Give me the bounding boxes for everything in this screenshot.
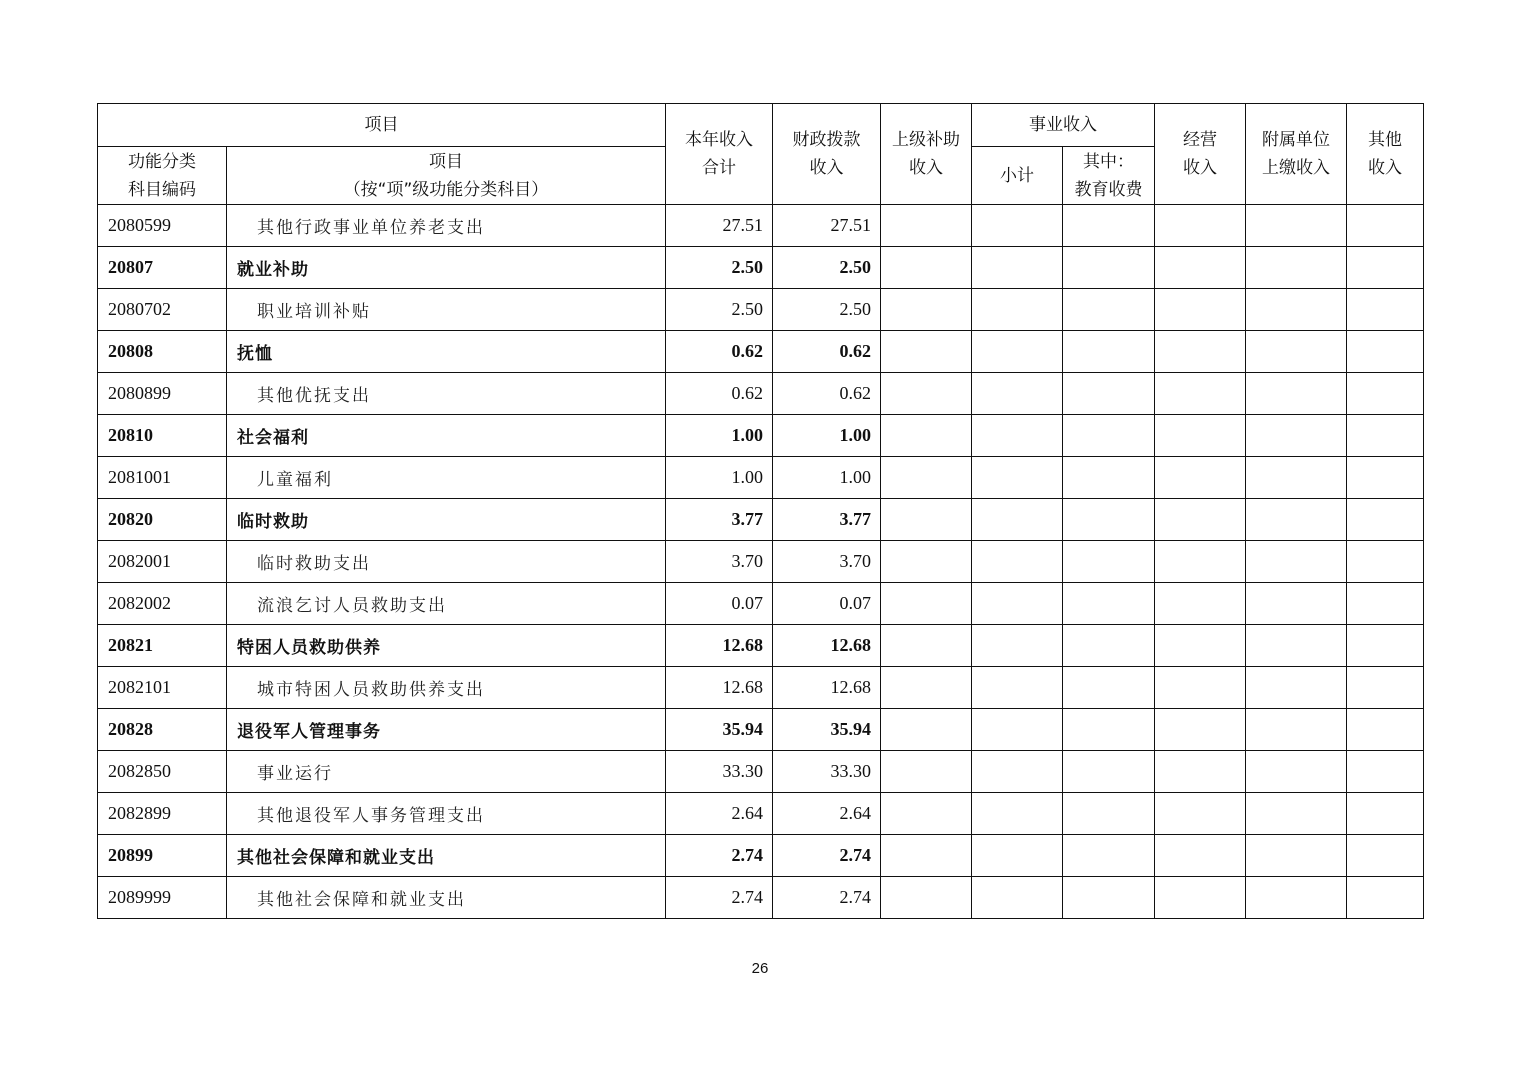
row-fiscal: 0.07 xyxy=(773,583,881,625)
row-name: 城市特困人员救助供养支出 xyxy=(227,667,666,709)
row-operating xyxy=(1155,835,1246,877)
row-operating xyxy=(1155,793,1246,835)
table-row xyxy=(98,793,1424,835)
row-affiliate xyxy=(1246,331,1347,373)
table-row xyxy=(98,709,1424,751)
row-name: 就业补助 xyxy=(227,247,666,289)
row-subtotal xyxy=(972,205,1063,247)
table-row xyxy=(98,835,1424,877)
row-fiscal: 12.68 xyxy=(773,667,881,709)
row-subtotal xyxy=(972,793,1063,835)
row-subtotal xyxy=(972,289,1063,331)
row-subtotal xyxy=(972,499,1063,541)
table-row xyxy=(98,667,1424,709)
row-upper xyxy=(881,247,972,289)
row-edu xyxy=(1063,457,1155,499)
row-code: 2081001 xyxy=(98,457,227,499)
row-code: 20808 xyxy=(98,331,227,373)
row-operating xyxy=(1155,499,1246,541)
row-code: 20899 xyxy=(98,835,227,877)
row-operating xyxy=(1155,583,1246,625)
row-other xyxy=(1347,835,1424,877)
row-affiliate xyxy=(1246,583,1347,625)
header-business: 事业收入 xyxy=(972,104,1155,147)
row-operating xyxy=(1155,625,1246,667)
row-total: 2.50 xyxy=(666,247,773,289)
row-total: 3.70 xyxy=(666,541,773,583)
row-name: 职业培训补贴 xyxy=(227,289,666,331)
row-affiliate xyxy=(1246,667,1347,709)
row-affiliate xyxy=(1246,709,1347,751)
header-fiscal: 财政拨款 收入 xyxy=(773,104,881,205)
row-fiscal: 3.77 xyxy=(773,499,881,541)
row-operating xyxy=(1155,541,1246,583)
header-operating: 经营 收入 xyxy=(1155,104,1246,205)
row-name: 抚恤 xyxy=(227,331,666,373)
row-affiliate xyxy=(1246,793,1347,835)
row-subtotal xyxy=(972,415,1063,457)
table-row xyxy=(98,499,1424,541)
row-subtotal xyxy=(972,709,1063,751)
row-name: 临时救助支出 xyxy=(227,541,666,583)
row-affiliate xyxy=(1246,499,1347,541)
header-name: 项目 （按“项”级功能分类科目） xyxy=(227,147,666,205)
row-other xyxy=(1347,709,1424,751)
row-fiscal: 3.70 xyxy=(773,541,881,583)
row-upper xyxy=(881,457,972,499)
row-total: 12.68 xyxy=(666,625,773,667)
row-fiscal: 33.30 xyxy=(773,751,881,793)
row-name: 事业运行 xyxy=(227,751,666,793)
row-total: 1.00 xyxy=(666,415,773,457)
row-upper xyxy=(881,415,972,457)
row-edu xyxy=(1063,835,1155,877)
row-subtotal xyxy=(972,877,1063,919)
row-edu xyxy=(1063,751,1155,793)
row-fiscal: 2.50 xyxy=(773,247,881,289)
row-upper xyxy=(881,751,972,793)
row-edu xyxy=(1063,667,1155,709)
row-total: 2.50 xyxy=(666,289,773,331)
row-upper xyxy=(881,877,972,919)
row-code: 2082101 xyxy=(98,667,227,709)
header-total: 本年收入 合计 xyxy=(666,104,773,205)
row-upper xyxy=(881,793,972,835)
header-subtotal: 小计 xyxy=(972,147,1063,205)
row-edu xyxy=(1063,247,1155,289)
row-name: 其他社会保障和就业支出 xyxy=(227,877,666,919)
row-upper xyxy=(881,289,972,331)
header-other: 其他 收入 xyxy=(1347,104,1424,205)
row-code: 2082899 xyxy=(98,793,227,835)
row-fiscal: 0.62 xyxy=(773,331,881,373)
row-code: 2082001 xyxy=(98,541,227,583)
row-code: 2080702 xyxy=(98,289,227,331)
row-name: 其他社会保障和就业支出 xyxy=(227,835,666,877)
table-row xyxy=(98,625,1424,667)
row-upper xyxy=(881,667,972,709)
table-row xyxy=(98,877,1424,919)
row-name: 社会福利 xyxy=(227,415,666,457)
row-name: 其他退役军人事务管理支出 xyxy=(227,793,666,835)
row-code: 2080599 xyxy=(98,205,227,247)
header-code: 功能分类 科目编码 xyxy=(98,147,227,205)
row-operating xyxy=(1155,373,1246,415)
row-upper xyxy=(881,625,972,667)
row-edu xyxy=(1063,583,1155,625)
row-affiliate xyxy=(1246,289,1347,331)
row-name: 其他行政事业单位养老支出 xyxy=(227,205,666,247)
row-fiscal: 0.62 xyxy=(773,373,881,415)
header-affiliate: 附属单位 上缴收入 xyxy=(1246,104,1347,205)
row-affiliate xyxy=(1246,457,1347,499)
row-total: 2.64 xyxy=(666,793,773,835)
row-edu xyxy=(1063,373,1155,415)
row-other xyxy=(1347,667,1424,709)
row-total: 27.51 xyxy=(666,205,773,247)
row-other xyxy=(1347,751,1424,793)
row-total: 0.07 xyxy=(666,583,773,625)
page-number: 26 xyxy=(751,960,769,977)
row-operating xyxy=(1155,667,1246,709)
row-fiscal: 2.74 xyxy=(773,877,881,919)
row-edu xyxy=(1063,415,1155,457)
row-affiliate xyxy=(1246,373,1347,415)
row-fiscal: 35.94 xyxy=(773,709,881,751)
row-subtotal xyxy=(972,457,1063,499)
row-edu xyxy=(1063,289,1155,331)
row-upper xyxy=(881,499,972,541)
header-upper: 上级补助 收入 xyxy=(881,104,972,205)
row-subtotal xyxy=(972,667,1063,709)
table-row xyxy=(98,751,1424,793)
row-other xyxy=(1347,499,1424,541)
row-total: 2.74 xyxy=(666,835,773,877)
row-other xyxy=(1347,793,1424,835)
row-edu xyxy=(1063,625,1155,667)
row-affiliate xyxy=(1246,205,1347,247)
header-edu: 其中： 教育收费 xyxy=(1063,147,1155,205)
row-other xyxy=(1347,583,1424,625)
row-fiscal: 2.74 xyxy=(773,835,881,877)
row-upper xyxy=(881,709,972,751)
row-operating xyxy=(1155,709,1246,751)
row-other xyxy=(1347,331,1424,373)
table-row xyxy=(98,247,1424,289)
row-affiliate xyxy=(1246,835,1347,877)
row-subtotal xyxy=(972,835,1063,877)
row-name: 临时救助 xyxy=(227,499,666,541)
row-fiscal: 27.51 xyxy=(773,205,881,247)
row-edu xyxy=(1063,541,1155,583)
row-subtotal xyxy=(972,541,1063,583)
row-code: 2089999 xyxy=(98,877,227,919)
row-subtotal xyxy=(972,583,1063,625)
row-subtotal xyxy=(972,373,1063,415)
table-row xyxy=(98,205,1424,247)
row-code: 2082850 xyxy=(98,751,227,793)
row-edu xyxy=(1063,709,1155,751)
table-header xyxy=(98,104,1424,205)
table-row xyxy=(98,457,1424,499)
row-operating xyxy=(1155,247,1246,289)
row-edu xyxy=(1063,205,1155,247)
row-code: 20810 xyxy=(98,415,227,457)
row-name: 其他优抚支出 xyxy=(227,373,666,415)
row-operating xyxy=(1155,331,1246,373)
row-total: 0.62 xyxy=(666,373,773,415)
row-affiliate xyxy=(1246,415,1347,457)
row-upper xyxy=(881,331,972,373)
row-upper xyxy=(881,373,972,415)
row-subtotal xyxy=(972,751,1063,793)
row-fiscal: 1.00 xyxy=(773,415,881,457)
row-code: 2080899 xyxy=(98,373,227,415)
row-other xyxy=(1347,205,1424,247)
row-affiliate xyxy=(1246,247,1347,289)
row-other xyxy=(1347,625,1424,667)
row-other xyxy=(1347,415,1424,457)
row-subtotal xyxy=(972,247,1063,289)
row-total: 33.30 xyxy=(666,751,773,793)
row-code: 20807 xyxy=(98,247,227,289)
row-operating xyxy=(1155,457,1246,499)
table-row xyxy=(98,289,1424,331)
row-other xyxy=(1347,457,1424,499)
row-name: 特困人员救助供养 xyxy=(227,625,666,667)
row-subtotal xyxy=(972,625,1063,667)
row-affiliate xyxy=(1246,877,1347,919)
row-affiliate xyxy=(1246,541,1347,583)
row-code: 20821 xyxy=(98,625,227,667)
row-code: 2082002 xyxy=(98,583,227,625)
row-fiscal: 2.64 xyxy=(773,793,881,835)
row-other xyxy=(1347,247,1424,289)
row-total: 35.94 xyxy=(666,709,773,751)
table-body xyxy=(98,205,1424,919)
row-total: 1.00 xyxy=(666,457,773,499)
row-operating xyxy=(1155,205,1246,247)
row-fiscal: 2.50 xyxy=(773,289,881,331)
row-name: 儿童福利 xyxy=(227,457,666,499)
row-subtotal xyxy=(972,331,1063,373)
row-operating xyxy=(1155,751,1246,793)
table-row xyxy=(98,415,1424,457)
header-item: 项目 xyxy=(98,104,666,147)
row-total: 2.74 xyxy=(666,877,773,919)
table-row xyxy=(98,583,1424,625)
row-upper xyxy=(881,835,972,877)
row-total: 0.62 xyxy=(666,331,773,373)
row-name: 退役军人管理事务 xyxy=(227,709,666,751)
row-total: 3.77 xyxy=(666,499,773,541)
row-edu xyxy=(1063,877,1155,919)
row-edu xyxy=(1063,331,1155,373)
row-operating xyxy=(1155,415,1246,457)
row-fiscal: 1.00 xyxy=(773,457,881,499)
table-row xyxy=(98,331,1424,373)
row-upper xyxy=(881,205,972,247)
row-other xyxy=(1347,373,1424,415)
row-affiliate xyxy=(1246,625,1347,667)
row-other xyxy=(1347,289,1424,331)
row-affiliate xyxy=(1246,751,1347,793)
row-other xyxy=(1347,877,1424,919)
table-row xyxy=(98,541,1424,583)
row-upper xyxy=(881,583,972,625)
row-operating xyxy=(1155,289,1246,331)
row-name: 流浪乞讨人员救助支出 xyxy=(227,583,666,625)
row-operating xyxy=(1155,877,1246,919)
table-row xyxy=(98,373,1424,415)
income-table xyxy=(97,103,1424,919)
row-code: 20828 xyxy=(98,709,227,751)
row-other xyxy=(1347,541,1424,583)
row-edu xyxy=(1063,499,1155,541)
row-total: 12.68 xyxy=(666,667,773,709)
row-code: 20820 xyxy=(98,499,227,541)
row-edu xyxy=(1063,793,1155,835)
row-upper xyxy=(881,541,972,583)
row-fiscal: 12.68 xyxy=(773,625,881,667)
